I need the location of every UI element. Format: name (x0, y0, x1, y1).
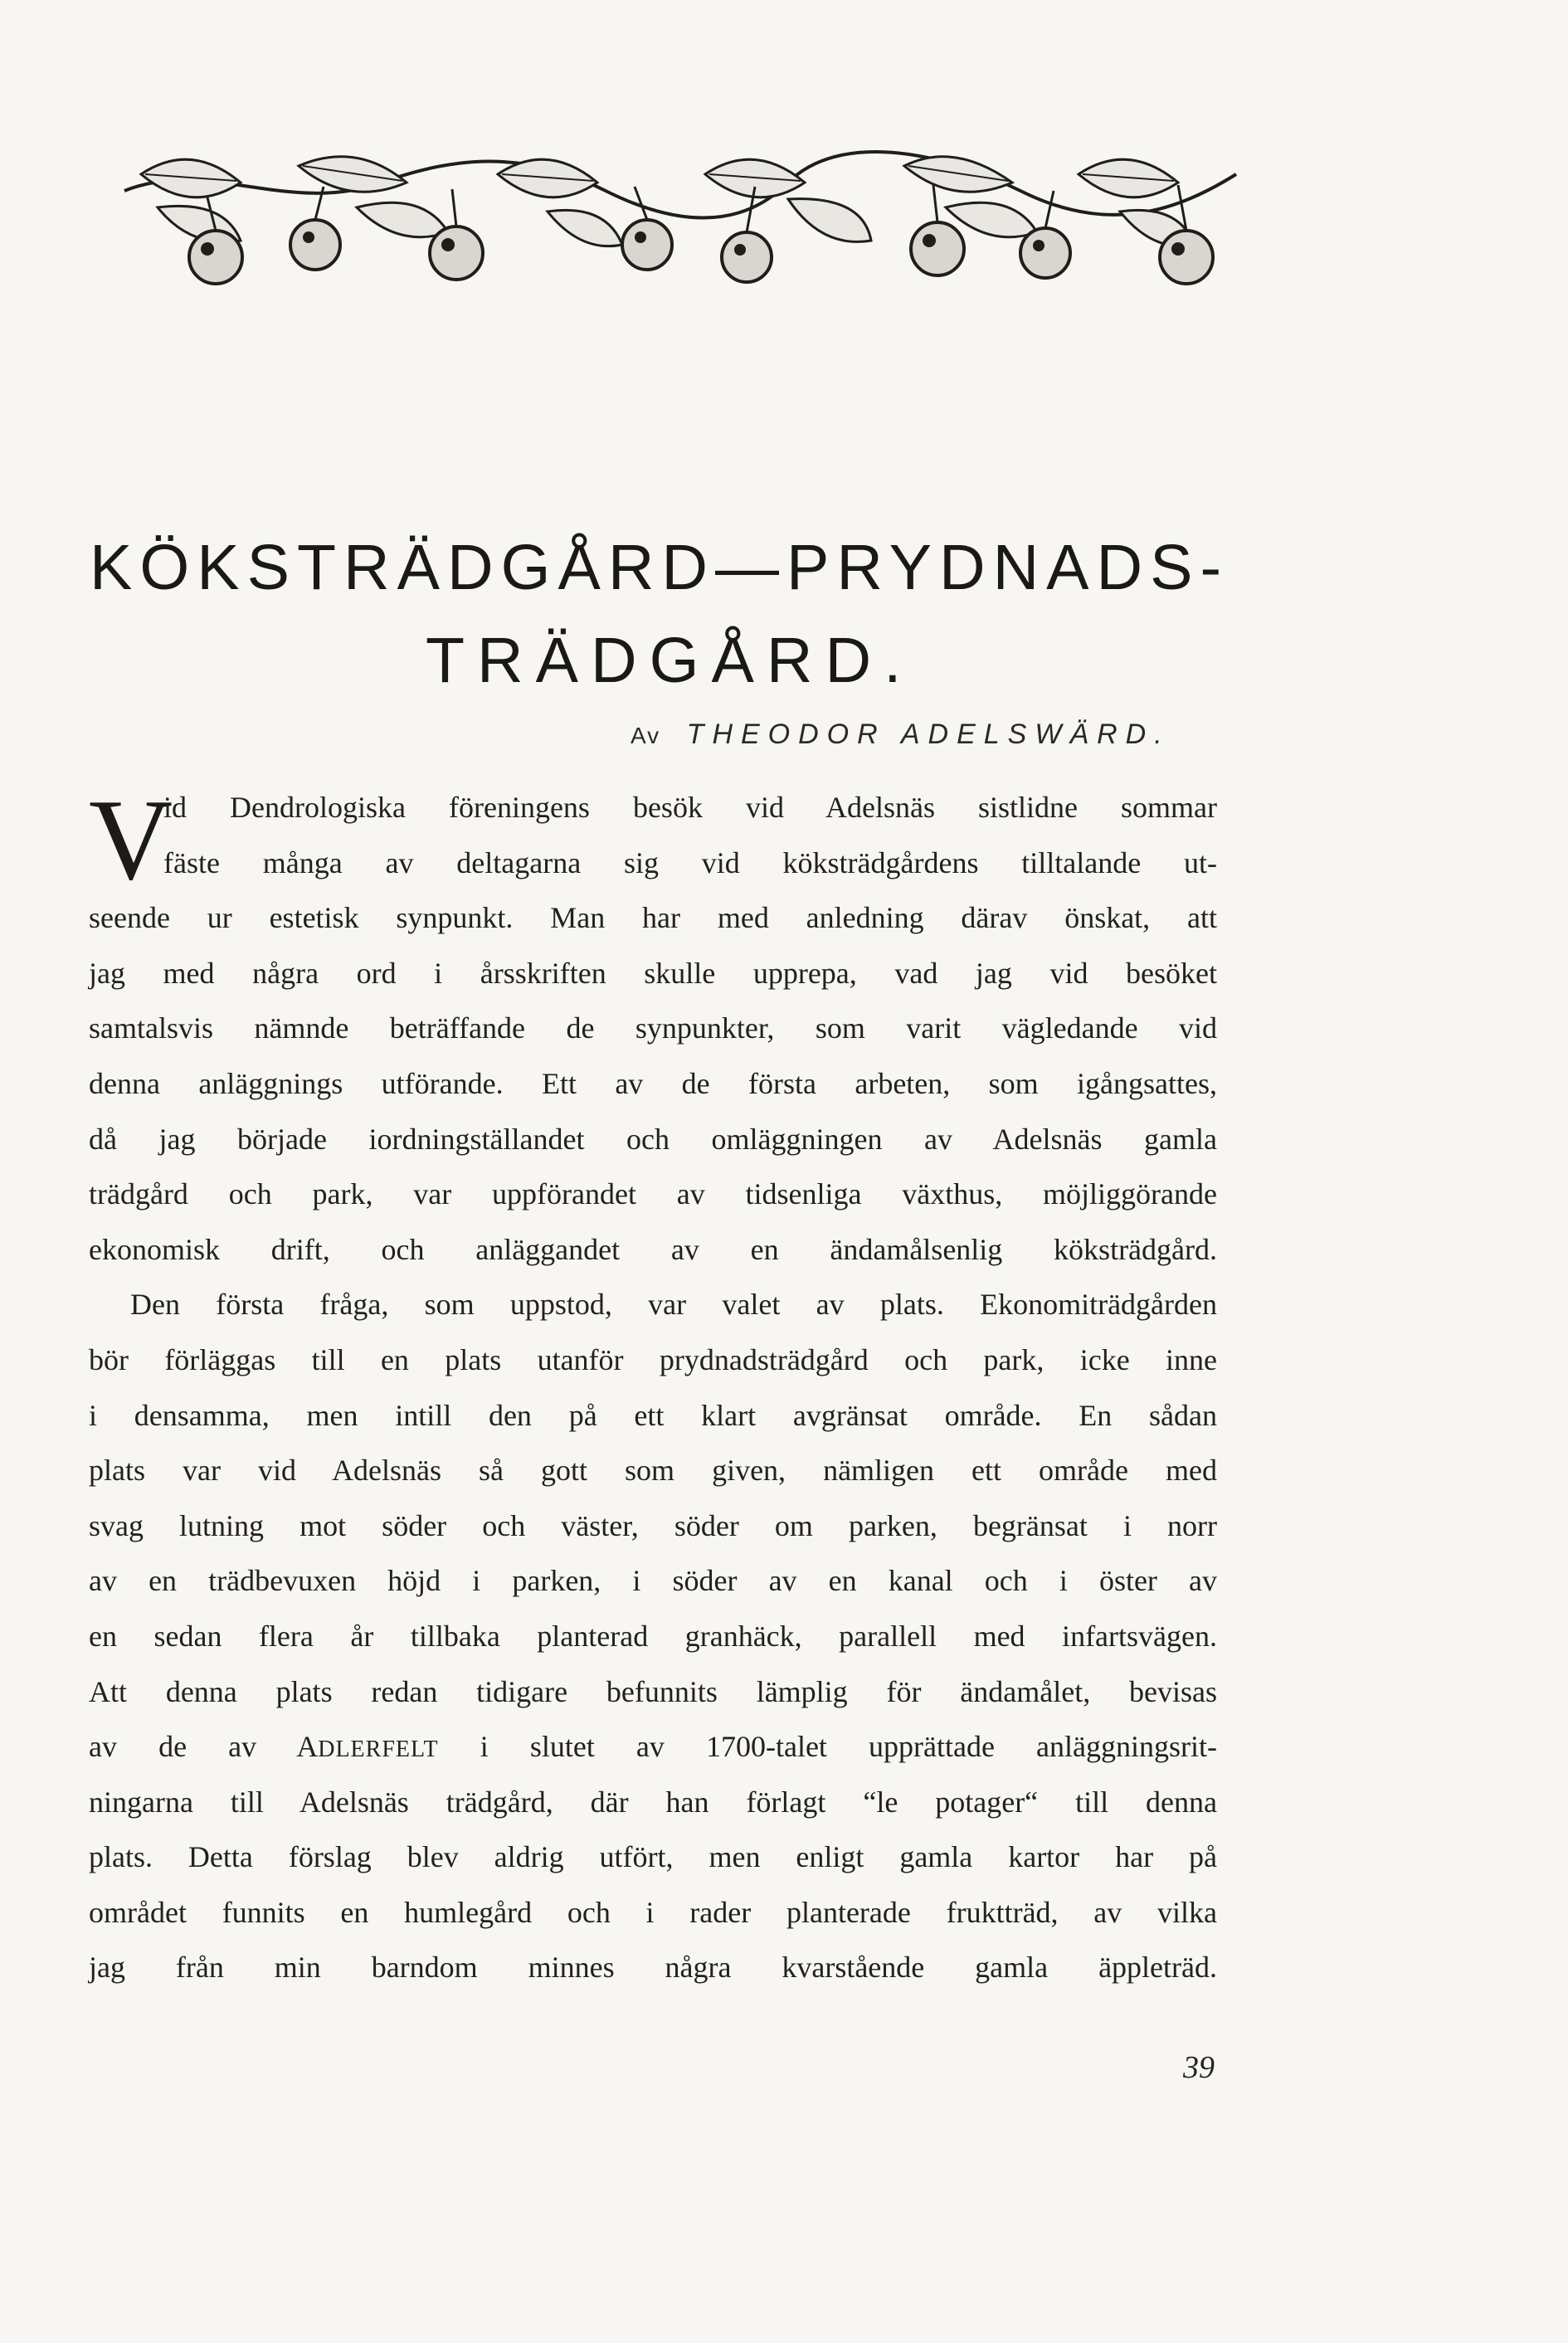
text-line (89, 1719, 1217, 1775)
text-line: plats var vid Adelsnäs så gott som given, nämligen ett område med (89, 1454, 1217, 1488)
text-line: i densamma, men intill den på ett klart avgränsat område. En sådan (89, 1398, 1217, 1432)
byline (631, 718, 1171, 751)
text-line: jag från min barndom minnes några kvarstående gamla äppleträd. (89, 1951, 1217, 1985)
byline-prefix: Av (631, 723, 661, 748)
text-line: bör förläggas till en plats utanför prydnadsträdgård och park, icke inne (89, 1342, 1217, 1376)
text-segment: av de av A (89, 1730, 319, 1764)
text-line: Den första fråga, som uppstod, var valet av plats. Ekonomiträdgården (130, 1288, 1217, 1322)
text-line: området funnits en humlegård och i rader planterade fruktträd, av vilka (89, 1895, 1217, 1929)
text-line: ekonomisk drift, och anläggandet av en ändamålsenlig köksträdgård. (89, 1232, 1217, 1266)
text-line: ningarna till Adelsnäs trädgård, där han förlagt “le potager“ till denna (89, 1785, 1217, 1819)
text-line: en sedan flera år tillbaka planterad granhäck, parallell med infartsvägen. (89, 1619, 1217, 1653)
page-number: 39 (1183, 2050, 1215, 2085)
article-body (89, 776, 1217, 1995)
text-segment: i slutet av 1700-talet upprättade anläggningsrit- (438, 1730, 1217, 1764)
text-line: Att denna plats redan tidigare befunnits lämplig för ändamålet, bevisas (89, 1674, 1217, 1708)
text-line: jag med några ord i årsskriften skulle upprepa, vad jag vid besöket (89, 956, 1217, 990)
text-line: denna anläggnings utförande. Ett av de första arbeten, som igångsattes, (89, 1066, 1217, 1100)
text-line: då jag började iordningställandet och omläggningen av Adelsnäs gamla (89, 1122, 1217, 1156)
page-title-line-1: KÖKSTRÄDGÅRD—PRYDNADS- (90, 532, 1230, 603)
byline-author: THEODOR ADELSWÄRD. (686, 718, 1171, 750)
text-line: plats. Detta förslag blev aldrig utfört, men enligt gamla kartor har på (89, 1840, 1217, 1874)
text-line: av en trädbevuxen höjd i parken, i söder av en kanal och i öster av (89, 1564, 1217, 1598)
text-line: samtalsvis nämnde beträffande de synpunkter, som varit vägledande vid (89, 1011, 1217, 1045)
text-line: seende ur estetisk synpunkt. Man har med anledning därav önskat, att (89, 901, 1217, 935)
small-caps-name: DLERFELT (318, 1737, 439, 1763)
drop-cap: V (89, 776, 173, 904)
page-title-line-2: TRÄDGÅRD. (426, 625, 914, 696)
text-line: fäste många av deltagarna sig vid köksträdgårdens tilltalande ut- (163, 845, 1217, 879)
text-line: trädgård och park, var uppförandet av tidsenliga växthus, möjliggörande (89, 1177, 1217, 1211)
text-line: id Dendrologiska föreningens besök vid Adelsnäs sistlidne sommar (163, 791, 1217, 824)
vine-with-fruits-and-leaves-icon (108, 141, 1253, 290)
text-line: svag lutning mot söder och väster, söder om parken, begränsat i norr (89, 1508, 1217, 1542)
